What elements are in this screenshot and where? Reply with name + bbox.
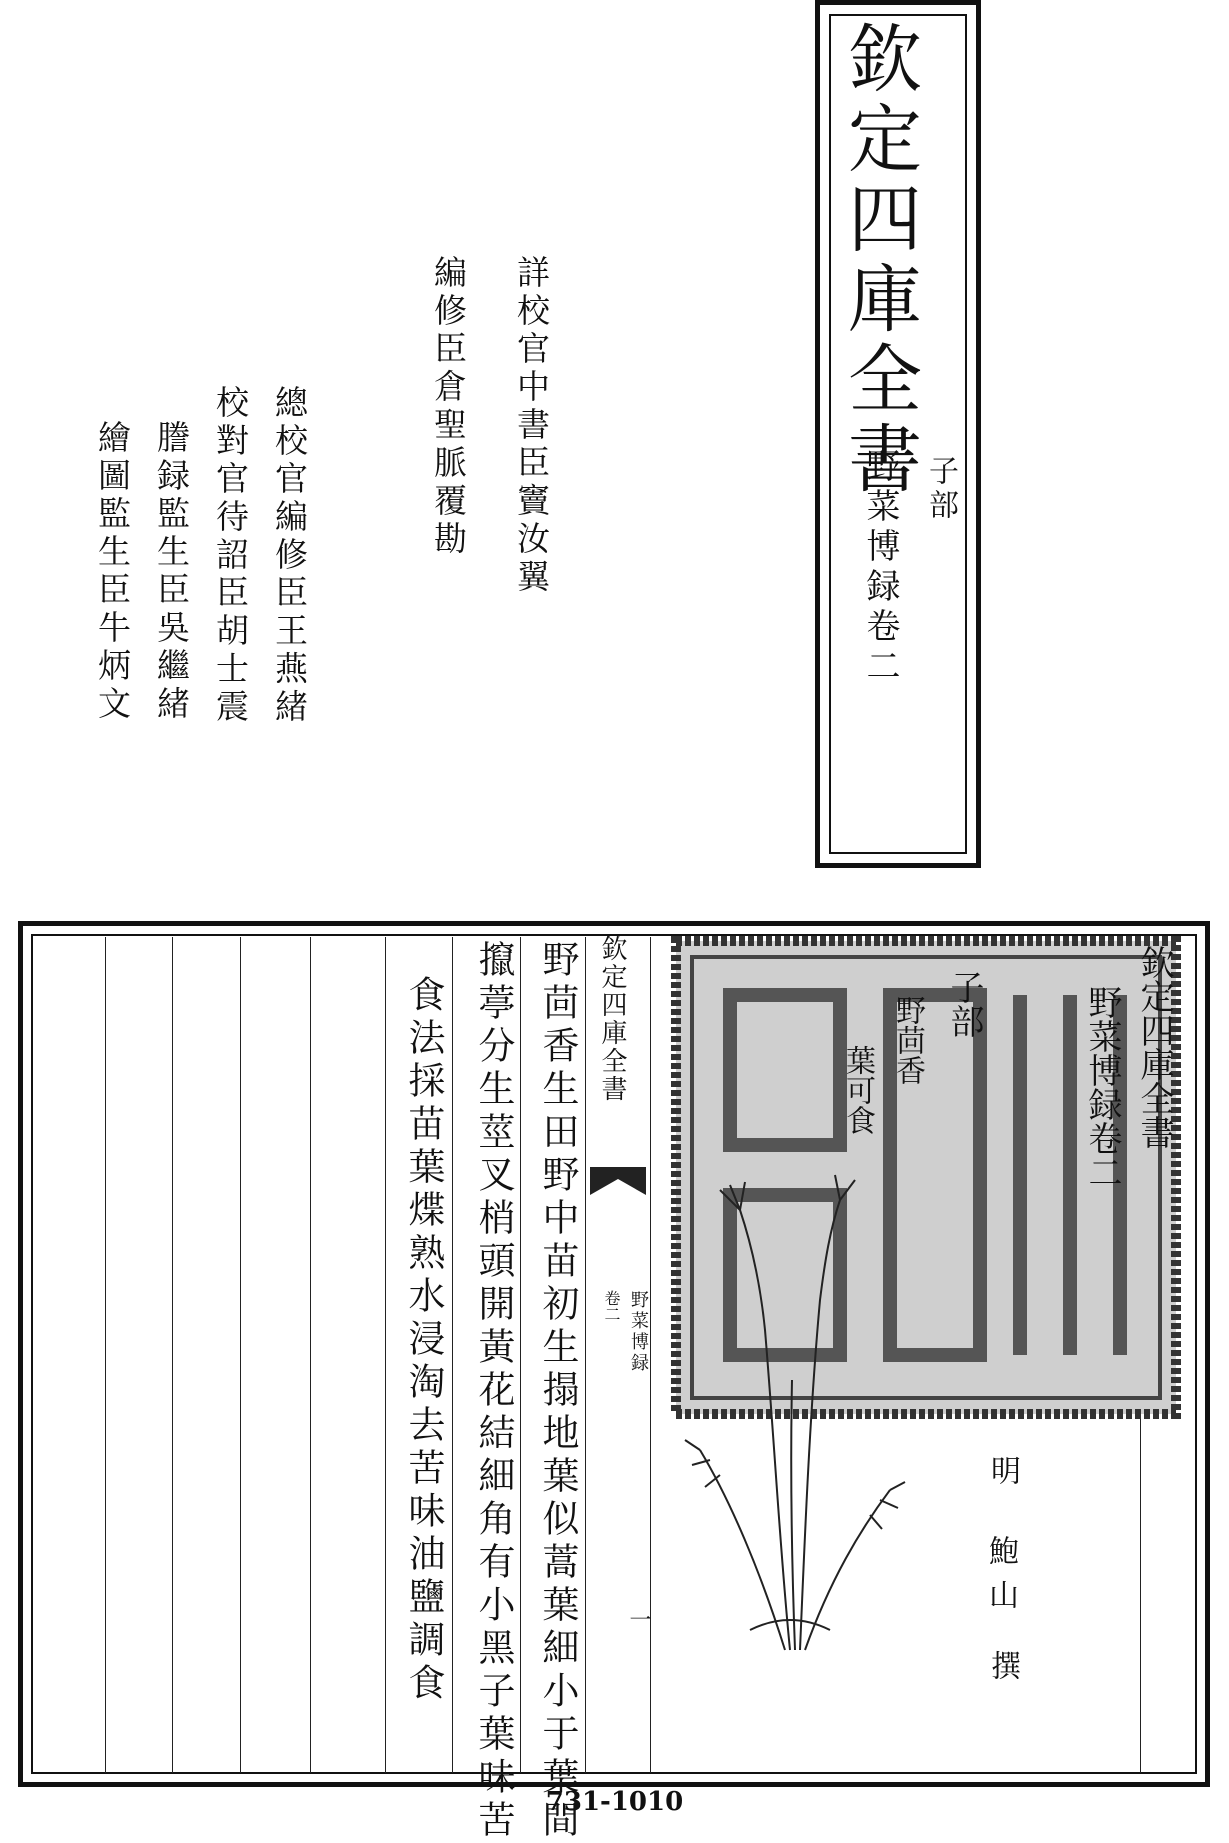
margin-title: 欽定四庫全書 bbox=[597, 935, 627, 1103]
illustration-label-1: 野茴香 bbox=[890, 995, 925, 1085]
credit-collator-text: 校對官待詔臣胡士震 bbox=[211, 385, 250, 727]
column-rule bbox=[105, 937, 106, 1773]
author-name: 鮑山 bbox=[983, 1535, 1018, 1623]
credit-copyist-text: 謄録監生臣吳繼緒 bbox=[152, 420, 191, 724]
page-number: 731-1010 bbox=[545, 1787, 684, 1817]
author-role: 撰 bbox=[985, 1650, 1020, 1680]
credit-proofreader-text: 詳校官中書臣竇汝翼 bbox=[512, 255, 551, 597]
text-column-2: 攛葶分生莖叉梢頭開黃花結細角有小黑子葉味苦 bbox=[472, 940, 515, 1843]
margin-book-title: 野菜博録 bbox=[628, 1290, 649, 1374]
plant-illustration bbox=[680, 1150, 910, 1660]
category-label: 子部 bbox=[923, 455, 958, 523]
column-rule bbox=[452, 937, 453, 1773]
credit-proofreader bbox=[508, 255, 555, 597]
column-rule bbox=[585, 937, 586, 1773]
credit-reviewer bbox=[425, 255, 472, 559]
credit-chief-proofreader bbox=[266, 385, 313, 727]
seal-line-3: 野菜博録卷二 bbox=[1082, 985, 1122, 1189]
margin-page-number: 一 bbox=[626, 1608, 651, 1630]
credit-illustrator bbox=[89, 420, 136, 724]
credit-reviewer-text: 編修臣倉聖脈覆勘 bbox=[429, 255, 468, 559]
column-rule bbox=[310, 937, 311, 1773]
credit-chief-proofreader-text: 總校官編修臣王燕緒 bbox=[270, 385, 309, 727]
column-rule bbox=[172, 937, 173, 1773]
book-volume-title: 野菜博録卷二 bbox=[860, 448, 900, 688]
author-dynasty: 明 bbox=[985, 1455, 1020, 1485]
text-column-3: 食法採苗葉煠熟水浸淘去苦味油鹽調食 bbox=[402, 975, 445, 1706]
text-column-1: 野茴香生田野中苗初生搨地葉似蒿葉細小于葉間 bbox=[536, 940, 579, 1843]
seal-line-2: 子部 bbox=[944, 970, 984, 1038]
set-title: 欽定四庫全書 bbox=[836, 20, 922, 500]
seal-line-1: 欽定四庫全書 bbox=[1134, 945, 1174, 1149]
column-rule bbox=[520, 937, 521, 1773]
credit-illustrator-text: 繪圖監生臣牛炳文 bbox=[93, 420, 132, 724]
margin-volume: 卷二 bbox=[602, 1290, 621, 1322]
fish-tail-mark bbox=[588, 1165, 648, 1205]
column-rule bbox=[240, 937, 241, 1773]
credit-copyist bbox=[148, 420, 195, 724]
column-rule bbox=[385, 937, 386, 1773]
credit-collator bbox=[207, 385, 254, 727]
illustration-label-2: 葉可食 bbox=[840, 1045, 875, 1135]
